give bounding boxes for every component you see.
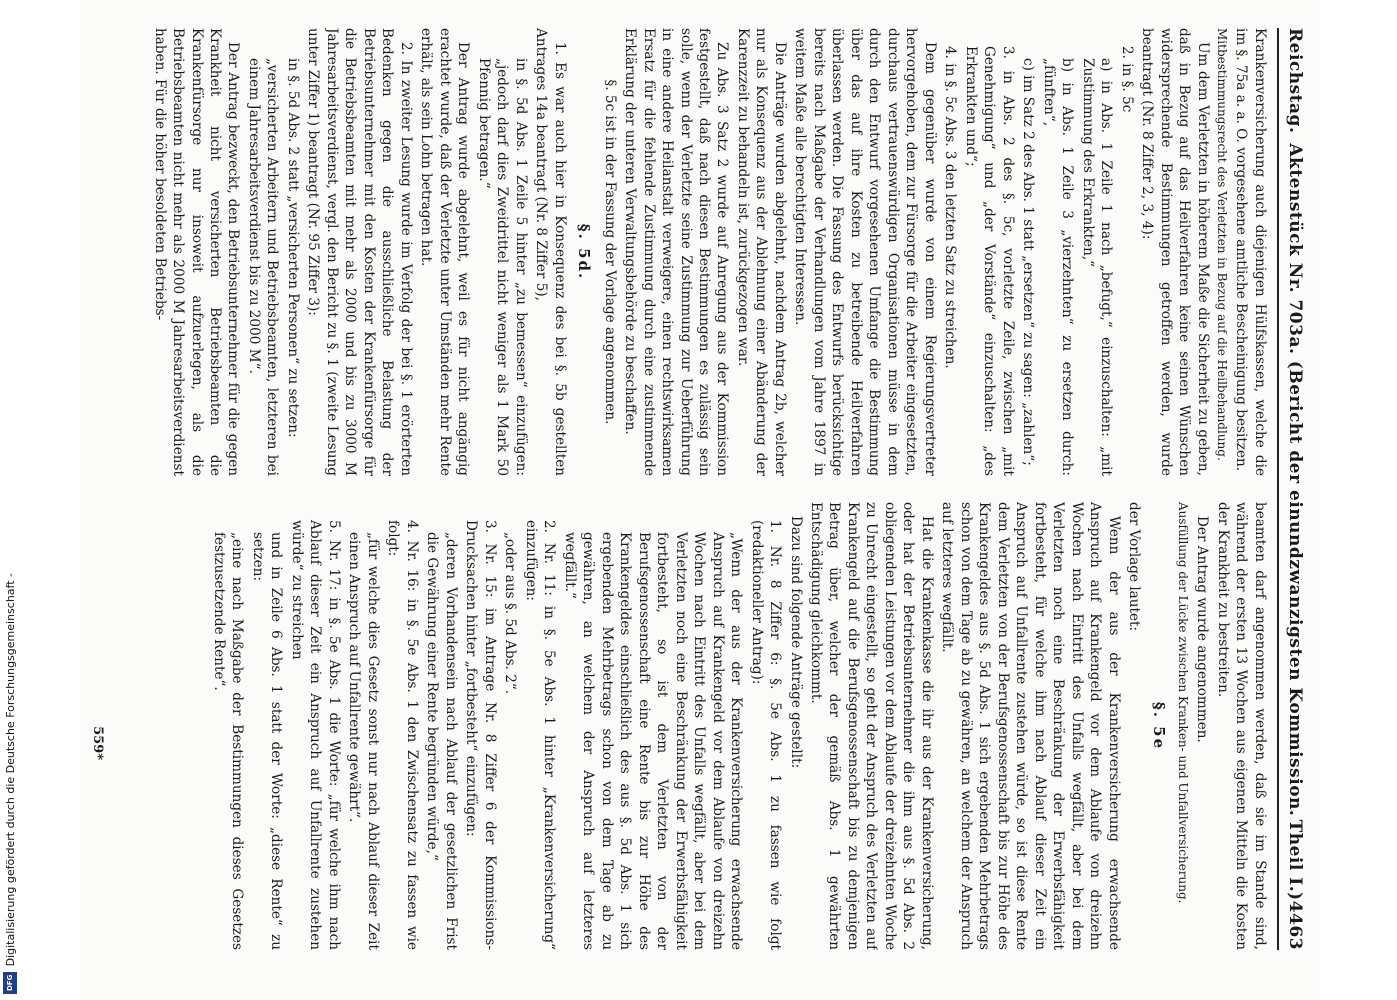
list-subitem: a) in Abs. 1 Zeile 1 nach „befugt,“ einzuschalten: „mit Zustimmung des Erkrankten,“ bbox=[1079, 58, 1115, 476]
paragraph: Um dem Verletzten in höherem Maße die Sicherheit zu geben, daß in Bezug auf das Heilverfahren keine seinen Wünschen widersprechende Bestimmungen getroffen werden, wurde beantragt (Nr. 8 Ziffer 2, 3, 4): bbox=[1139, 28, 1211, 476]
paragraph: Zu Abs. 3 Satz 2 wurde auf Anregung aus der Kommission festgestellt, daß nach diesen Bestimmungen es zulässig sein solle, wenn der Verletzte seine Zustimmung zur Ueberführung in eine andere Heilanstalt verweigere, einen rechtswirksamen Ersatz für die fehlende Zustimmung durch eine zustimmende Erklärung der unteren Verwaltungsbehörde zu beschaffen. bbox=[622, 28, 731, 476]
header-page-number: 4463 bbox=[1285, 900, 1305, 950]
paragraph: Dem gegenüber wurde von einem Regierungsvertreter hervorgehoben, dem zur Fürsorge für die Arbeiter eingesetzten, durchaus vertrauenswürdigen Organisationen müsse in dem durch den Entwurf vorgesehenen Umfange die Bestimmung über das auf ihre Kosten zu betreibende Heilverfahren überlassen werden. Die Fassung des Entwurfs berücksichtige bereits nach Maßgabe der Verhandlungen vom Jahre 1897 in weitem Maße alle berechtigten Interessen. bbox=[792, 28, 938, 476]
paragraph: 1. Es war auch hier in Konsequenz des bei §. 5b gestellten Antrages 14a beantragt (Nr. 8 Ziffer 5), bbox=[533, 28, 568, 476]
page-mark: 559* bbox=[89, 726, 105, 760]
list-item: 4. Nr. 16: in §. 5e Abs. 1 den Zwischensatz zu fassen wie folgt: bbox=[385, 520, 420, 950]
dfg-logo: DFG bbox=[3, 972, 17, 994]
margin-note: Mitbestimmungsrecht des Verletzten in Bezug auf die Heilbehandlung. bbox=[1214, 28, 1229, 461]
section-heading: §. 5d. bbox=[575, 223, 594, 281]
list-item: 1. Nr. 8 Ziffer 6: §. 5e Abs. 1 zu fassen wie folgt (redaktioneller Antrag): bbox=[748, 520, 784, 950]
quoted-amendment: „versicherten Arbeitern und Betriebsbeamten, letzteren bei einem Jahresarbeitsverdienst bis zu 2000 M“. bbox=[245, 58, 281, 476]
paragraph: Die Anträge wurden abgelehnt, nachdem Antrag 2b, welcher nur als Konsequenz aus der Ablehnung einer Abänderung der Karenzzeit zu behandeln ist, zurückgezogen war. bbox=[734, 28, 788, 476]
list-item: 2. in §. 5c bbox=[1118, 46, 1135, 113]
paragraph: in §. 5d Abs. 2 statt „versicherten Personen“ zu setzen: bbox=[284, 58, 301, 438]
document-page bbox=[80, 0, 1320, 1000]
paragraph: und in Zeile 6 Abs. 1 statt der Worte: „diese Rente“ zu setzen: bbox=[249, 532, 285, 950]
digitization-credit: Digitalisierung gefördert durch die Deutsche Forschungsgemeinschaft - bbox=[4, 572, 17, 966]
quoted-amendment: in §. 5d Abs. 1 Zeile 5 hinter „zu bemessen“ einzufügen: „jedoch darf dies Zweidrittel nicht weniger als 1 Mark 50 Pfennig betragen.“ bbox=[475, 58, 529, 476]
quoted-law-text: Hat die Krankenkasse die ihr aus der Krankenversicherung, oder hat der Betriebsunternehmer die ihm aus §. 5d Abs. 2 obliegenden Leistungen vor dem Ablaufe der dreizehnten Woche zu Unrecht eingestellt, so geht der Anspruch des Verletzten auf Krankengeld auf die Berufsgenossenschaft bis zu demjenigen Betrag über, welcher der gemäß Abs. 1 gewährten Entschädigung gleichkommt. bbox=[808, 502, 935, 950]
paragraph: Der Antrag bezweckt, den Betriebsunternehmer für die gegen Krankheit nicht versicherten Betriebsbeamten die Krankenfürsorge nur insoweit aufzuerlegen, als die Betriebsbeamten nicht mehr als 2000 M Jahresarbeitsverdienst haben. Für die höher besoldeten Betriebs- bbox=[151, 28, 242, 476]
list-subitem: b) in Abs. 1 Zeile 3 „vierzehnten“ zu ersetzen durch: „fünften“, bbox=[1040, 58, 1076, 476]
page-header bbox=[1277, 28, 1306, 950]
paragraph: Krankenversicherung auch diejenigen Hülfskassen, welche die im §. 75a a. a. O. vorgesehene amtliche Bescheinigung besitzen. bbox=[1233, 28, 1268, 476]
paragraph: Der Antrag wurde abgelehnt, weil es für nicht angängig erachtet wurde, daß der Verletzte unter Umständen mehr Rente erhält, als sein Lohn betragen hat. bbox=[418, 28, 472, 476]
list-item: 5. Nr. 17: in §. 5e Abs. 1 die Worte: „für welche ihm nach Ablauf dieser Zeit ein Anspruch auf Unfallrente zustehen würde“ zu streichen bbox=[288, 520, 342, 950]
paragraph: beamten darf angenommen werden, daß sie im Stande sind, während der ersten 13 Wochen aus eigenen Mitteln die Kosten der Krankheit zu bestreiten. bbox=[1214, 502, 1268, 950]
quoted-amendment: „für welche dies Gesetz sonst nur nach Ablauf dieser Zeit einen Anspruch auf Unfallrente gewährt“. bbox=[346, 532, 381, 950]
margin-note: Ausfüllung der Lücke zwischen Kranken- und Unfallversicherung. bbox=[1175, 502, 1190, 904]
list-subitem: c) im Satz 2 des Abs. 1 statt „ersetzen“ zu sagen: „zahlen“; bbox=[1020, 58, 1037, 466]
section-heading: §. 5e bbox=[1149, 701, 1168, 751]
paragraph: Der Antrag wurde angenommen. bbox=[1194, 516, 1211, 743]
list-item: 3. Nr. 15: im Antrage Nr. 8 Ziffer 6 der Kommissions-Drucksachen hinter „fortbesteht“ einzufügen: bbox=[463, 520, 498, 950]
paragraph: §. 5c ist in der Fassung der Vorlage angenommen. bbox=[601, 79, 618, 425]
quoted-amendment: „Wenn der aus der Krankenversicherung erwachsende Anspruch auf Krankengeld vor dem Ablaufe von dreizehn Wochen nach Eintritt des Unfalls wegfällt, aber bei dem Verletzten noch eine Beschränkung der Erwerbsfähigkeit fortbesteht, so ist dem Verletzten von der Berufsgenossenschaft eine Rente bis zur Höhe des Krankengeldes einschließlich des aus §. 5d Abs. 1 sich ergebenden Mehrbetrags schon von dem Tage ab zu gewähren, an welchem der Anspruch auf letzteres wegfällt.“ bbox=[561, 532, 745, 950]
header-title: Aktenstück Nr. 703a. (Bericht der einundzwanzigsten Kommission. bbox=[1285, 143, 1305, 817]
paragraph: 2. In zweiter Lesung wurde im Verfolg der bei §. 1 erörterten Bedenken gegen die ausschließliche Belastung der Betriebsunternehmer mit den Kosten der Krankenfürsorge für die Betriebsbeamten mit mehr als 2000 und bis zu 3000 M Jahresarbeitsverdienst, vergl. den Bericht zu §. 1 (zweite Lesung unter Ziffer 1) beantragt (Nr. 95 Ziffer 3): bbox=[305, 28, 414, 476]
quoted-amendment: „eine nach Maßgabe der Bestimmungen dieses Gesetzes festzusetzende Rente“. bbox=[211, 532, 246, 950]
quoted-law-text: Wenn der aus der Krankenversicherung erwachsende Anspruch auf Krankengeld vor dem Ablaufe von dreizehn Wochen nach Eintritt des Unfalls wegfällt, aber bei dem Verletzten noch eine Beschränkung der Erwerbsfähigkeit fortbesteht, für welche ihm nach Ablauf dieser Zeit ein Anspruch auf Unfallrente zustehen würde, so ist diese Rente dem Verletzten von der Berufsgenossenschaft bis zur Höhe des Krankengeldes aus §. 5d Abs. 1 sich ergebenden Mehrbetrags schon von dem Tage ab zu gewähren, an welchem der Anspruch auf letzteres wegfällt. bbox=[939, 502, 1122, 950]
paragraph: der Vorlage lautet: bbox=[1126, 502, 1143, 632]
right-column bbox=[148, 502, 1269, 950]
paragraph: Dazu sind folgende Anträge gestellt: bbox=[787, 516, 804, 769]
header-left: Reichstag. bbox=[1285, 28, 1305, 134]
left-column bbox=[148, 28, 1269, 476]
list-item: 3. in Abs. 2 des §. 5c, vorletzte Zeile, zwischen „mit Genehmigung“ und „der Vorstände“ einzuschalten: „des Erkrankten und“; bbox=[962, 46, 1016, 476]
header-part: Theil I.) bbox=[1285, 819, 1305, 901]
list-item: 4. in §. 5c Abs. 3 den letzten Satz zu streichen. bbox=[942, 46, 959, 369]
quoted-amendment: „oder aus §. 5d Abs. 2“. bbox=[502, 532, 519, 695]
list-item: 2. Nr. 11: in §. 5e Abs. 1 hinter „Krankenversicherung“ einzufügen: bbox=[522, 520, 558, 950]
quoted-amendment: „deren Vorhandensein nach Ablauf der gesetzlichen Frist die Gewährung einer Rente begründen würde,“ bbox=[424, 532, 459, 950]
text-columns bbox=[148, 28, 1269, 950]
